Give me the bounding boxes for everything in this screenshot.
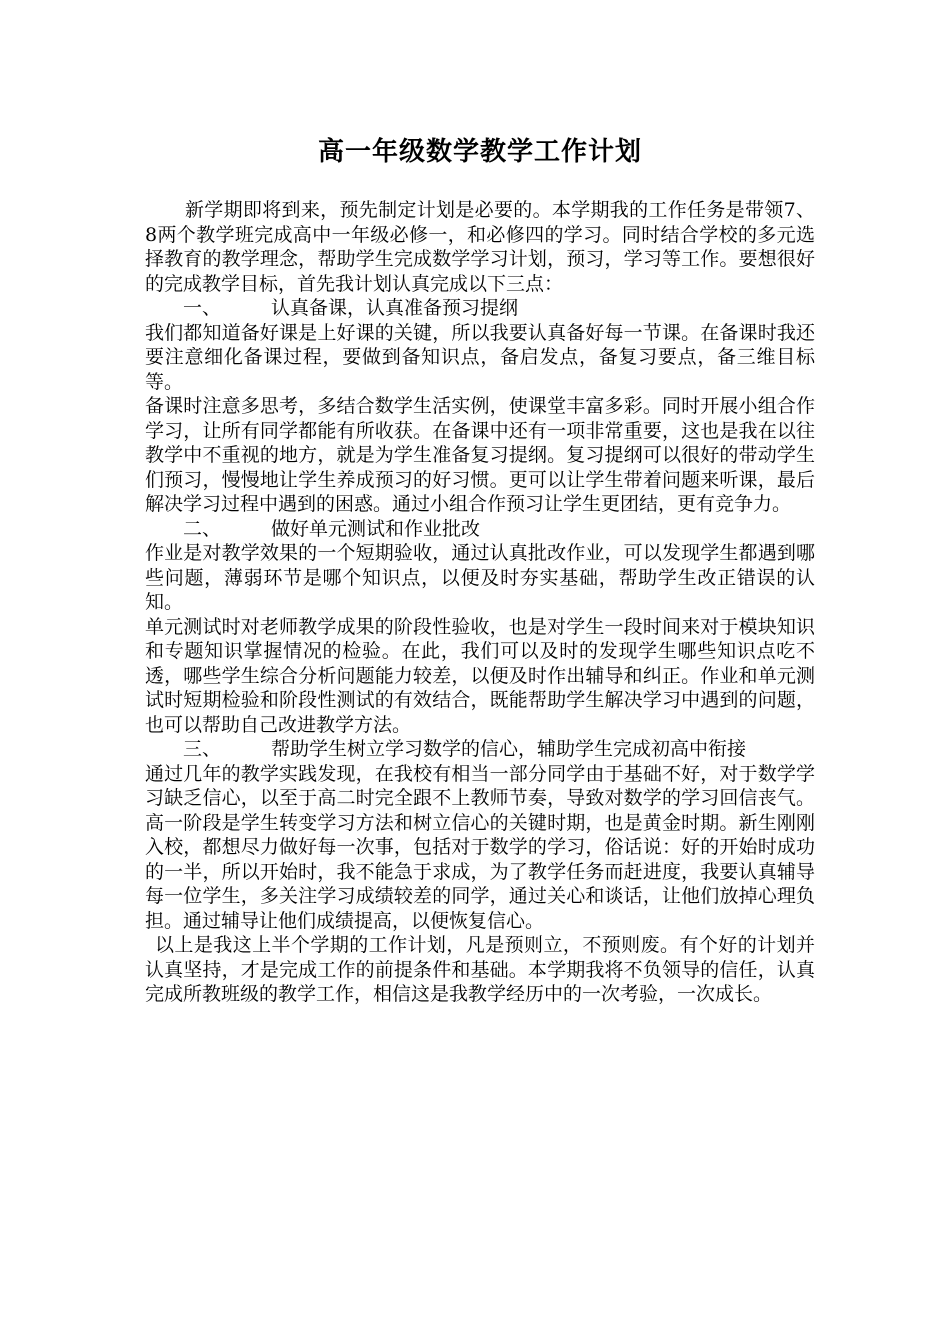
section-1-title: 认真备课，认真准备预习提纲 [271, 297, 519, 319]
section-2-title: 做好单元测试和作业批改 [271, 517, 481, 540]
section-2-number: 二、 [183, 517, 222, 540]
section-3-paragraph-1: 通过几年的教学实践发现，在我校有相当一部分同学由于基础不好，对于数学学习缺乏信心，以至于高二时完全跟不上教师节奏，导致对数学的学习回信丧气。高一阶段是学生转变学习方法和树立信心的关键时期，也是黄金时期。新生刚刚入校，都想尽力做好每一次事，包括对于数学的学习，俗话说：好的开始时成功的一半，所以开始时，我不能急于求成，为了教学任务而赶进度，我要认真辅导每一位学生，多关注学习成绩较差的同学，通过关心和谈话，让他们放掉心理负担。通过辅导让他们成绩提高，以便恢复信心。 [145, 762, 815, 932]
document-body [145, 132, 815, 1007]
section-2-paragraph-2: 单元测试时对老师教学成果的阶段性验收，也是对学生一段时间来对于模块知识和专题知识掌握情况的检验。在此，我们可以及时的发现学生哪些知识点吃不透，哪些学生综合分析问题能力较差，以便及时作出辅导和纠正。作业和单元测试时短期检验和阶段性测试的有效结合，既能帮助学生解决学习中遇到的问题，也可以帮助自己改进教学方法。 [145, 615, 815, 736]
section-3-number: 三、 [183, 738, 222, 760]
intro-paragraph: 新学期即将到来，预先制定计划是必要的。本学期我的工作任务是带领7、8两个教学班完成高中一年级必修一，和必修四的学习。同时结合学校的多元选择教育的教学理念，帮助学生完成数学学习计划，预习，学习等工作。要想很好的完成教学目标，首先我计划认真完成以下三点： [145, 199, 815, 295]
document-title: 高一年级数学教学工作计划 [317, 137, 642, 167]
section-1-number: 一、 [183, 297, 222, 319]
section-1-paragraph-2: 备课时注意多思考，多结合数学生活实例，使课堂丰富多彩。同时开展小组合作学习，让所有同学都能有所收获。在备课中还有一项非常重要，这也是我在以往教学中不重视的地方，就是为学生准备复习提纲。复习提纲可以很好的带动学生们预习，慢慢地让学生养成预习的好习惯。更可以让学生带着问题来听课，最后解决学习过程中遇到的困惑。通过小组合作预习让学生更团结，更有竞争力。 [145, 395, 815, 515]
section-1-heading [145, 296, 815, 321]
section-1-paragraph-1: 我们都知道备好课是上好课的关键，所以我要认真备好每一节课。在备课时我还要注意细化备课过程，要做到备知识点，备启发点，备复习要点，备三维目标等。 [145, 321, 815, 393]
section-2-paragraph-1: 作业是对教学效果的一个短期验收，通过认真批改作业，可以发现学生都遇到哪些问题，薄弱环节是哪个知识点，以便及时夯实基础，帮助学生改正错误的认知。 [145, 542, 815, 613]
conclusion-paragraph: 以上是我这上半个学期的工作计划，凡是预则立，不预则废。有个好的计划并认真坚持，才是完成工作的前提条件和基础。本学期我将不负领导的信任，认真完成所教班级的教学工作，相信这是我教学经历中的一次考验，一次成长。 [145, 934, 815, 1005]
section-3-heading [145, 737, 815, 762]
section-3-title: 帮助学生树立学习数学的信心，辅助学生完成初高中衔接 [271, 738, 747, 760]
section-2-heading [145, 517, 815, 542]
